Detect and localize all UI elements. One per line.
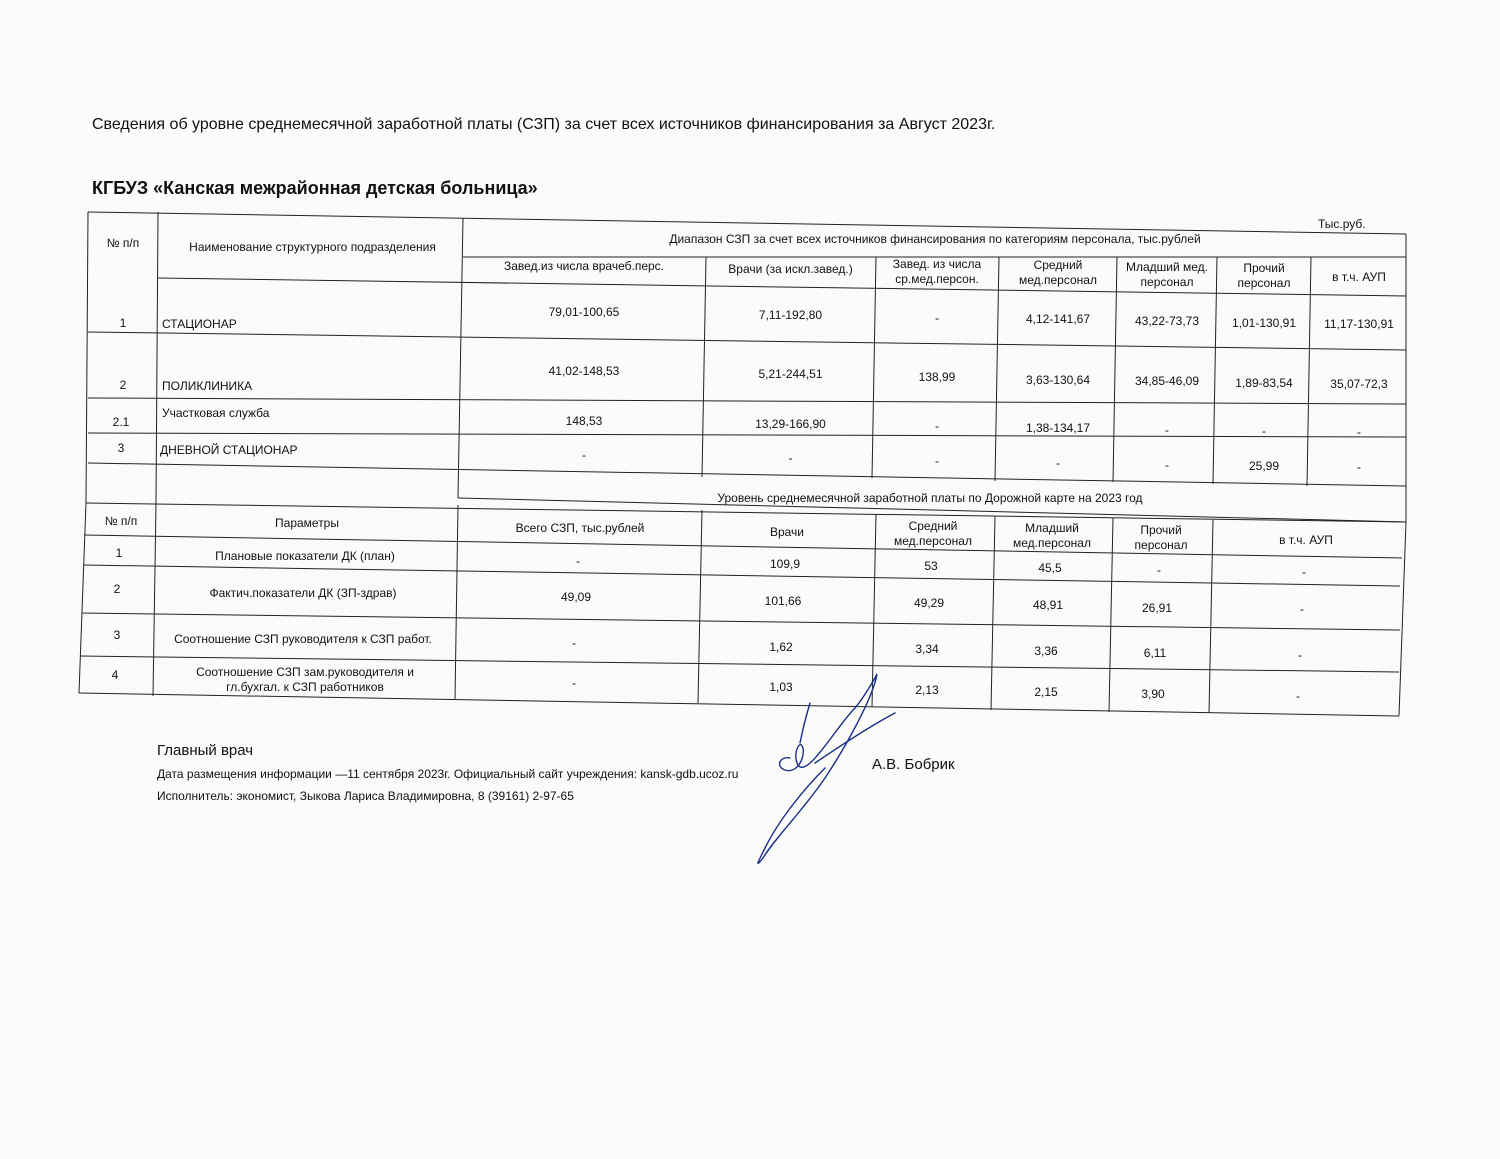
range-row-1-val-1: 79,01-100,65 (548, 305, 620, 319)
range-group-header: Диапазон СЗП за счет всех источников финансирования по категориям персонала, тыс.рублей (669, 232, 1201, 246)
range-row-1-val-3: - (935, 311, 939, 325)
range-col-header-7: в т.ч. АУП (1332, 270, 1386, 284)
range-row-4-val-7: - (1357, 460, 1361, 474)
document-title: Сведения об уровне среднемесячной заработной платы (СЗП) за счет всех источников финансирования за Август 2023г. (92, 116, 996, 133)
range-row-1-val-7: 11,17-130,91 (1324, 317, 1394, 331)
range-row-2-val-6: 1,89-83,54 (1235, 376, 1293, 390)
roadmap-row-2-val-3: 49,29 (913, 596, 945, 610)
roadmap-row-4-val-6: - (1296, 689, 1300, 703)
roadmap-row-1-num: 1 (115, 546, 123, 560)
roadmap-col-header-1: Всего СЗП, тыс.рублей (515, 521, 645, 535)
range-row-3-val-2: 13,29-166,90 (755, 417, 826, 431)
range-row-2-val-7: 35,07-72,3 (1330, 377, 1388, 391)
range-row-1-val-5: 43,22-73,73 (1134, 314, 1200, 328)
handwritten-signature (745, 668, 905, 873)
range-row-2-val-5: 34,85-46,09 (1134, 374, 1200, 388)
roadmap-row-2-val-6: - (1300, 602, 1304, 616)
range-row-1-name: СТАЦИОНАР (162, 317, 237, 331)
range-row-2-val-3: 138,99 (918, 370, 956, 384)
range-col-num-header: № п/п (106, 236, 140, 250)
roadmap-col-header-6: в т.ч. АУП (1279, 533, 1333, 547)
roadmap-row-3-val-2: 1,62 (769, 640, 793, 654)
range-row-4-val-4: - (1056, 456, 1060, 470)
roadmap-col-num-header: № п/п (104, 514, 138, 528)
roadmap-group-header: Уровень среднемесячной заработной платы по Дорожной карте на 2023 год (717, 491, 1143, 505)
roadmap-row-1-val-1: - (576, 554, 580, 568)
range-row-4-val-3: - (935, 454, 939, 468)
roadmap-row-1-val-3: 53 (924, 559, 938, 573)
roadmap-row-4-val-5: 3,90 (1141, 687, 1165, 701)
roadmap-row-4-num: 4 (111, 668, 119, 682)
range-row-3-name: Участковая служба (162, 406, 270, 420)
roadmap-row-2-val-2: 101,66 (764, 594, 802, 608)
roadmap-row-4-val-1: - (572, 676, 576, 690)
range-row-1-num: 1 (119, 316, 127, 330)
roadmap-row-4-val-2: 1,03 (769, 680, 793, 694)
range-col-header-4: Средний мед.персонал (1019, 258, 1097, 287)
range-row-1-val-6: 1,01-130,91 (1231, 316, 1297, 330)
range-row-3-val-6: - (1262, 424, 1266, 438)
range-col-header-5: Младший мед. персонал (1125, 260, 1209, 289)
range-row-2-name: ПОЛИКЛИНИКА (162, 379, 253, 393)
range-row-1-val-4: 4,12-141,67 (1025, 312, 1091, 326)
range-row-2-val-1: 41,02-148,53 (548, 364, 620, 378)
range-row-3-val-4: 1,38-134,17 (1025, 421, 1091, 435)
roadmap-row-2-val-4: 48,91 (1032, 598, 1064, 612)
roadmap-row-3-val-1: - (572, 636, 576, 650)
roadmap-row-2-val-1: 49,09 (560, 590, 592, 604)
range-row-2-num: 2 (119, 378, 127, 392)
executor-line: Исполнитель: экономист, Зыкова Лариса Владимировна, 8 (39161) 2-97-65 (157, 789, 574, 803)
range-col-header-6: Прочий персонал (1237, 261, 1291, 290)
publication-date-line: Дата размещения информации —11 сентября 2023г. Официальный сайт учреждения: kansk-gdb.ucoz.ru (157, 767, 739, 781)
roadmap-row-3-val-4: 3,36 (1034, 644, 1058, 658)
roadmap-row-2-val-5: 26,91 (1141, 601, 1173, 615)
currency-unit: Тыс.руб. (1318, 217, 1366, 231)
roadmap-row-1-val-2: 109,9 (769, 557, 801, 571)
chief-doctor-title: Главный врач (157, 742, 254, 759)
roadmap-row-4-val-4: 2,15 (1034, 685, 1058, 699)
range-row-2-val-2: 5,21-244,51 (758, 367, 823, 381)
range-row-4-num: 3 (117, 441, 125, 455)
roadmap-row-1-param: Плановые показатели ДК (план) (215, 549, 395, 563)
range-row-4-val-5: - (1165, 458, 1169, 472)
range-row-3-val-1: 148,53 (565, 414, 603, 428)
roadmap-row-4-param: Соотношение СЗП зам.руководителя и гл.бухгал. к СЗП работников (196, 665, 414, 694)
range-row-3-val-7: - (1357, 425, 1361, 439)
range-row-4-val-2: - (788, 451, 793, 465)
range-col-header-3: Завед. из числа ср.мед.персон. (892, 257, 982, 286)
range-row-4-val-6: 25,99 (1248, 459, 1280, 473)
range-row-1-val-2: 7,11-192,80 (758, 308, 823, 322)
roadmap-col-header-4: Младший мед.персонал (1013, 521, 1091, 550)
roadmap-col-header-2: Врачи (769, 525, 805, 539)
range-row-4-val-1: - (582, 448, 586, 462)
roadmap-row-3-val-5: 6,11 (1143, 646, 1167, 660)
roadmap-row-3-val-3: 3,34 (915, 642, 939, 656)
roadmap-col-header-5: Прочий персонал (1134, 523, 1188, 552)
roadmap-row-1-val-5: - (1157, 563, 1161, 577)
signer-name: А.В. Бобрик (872, 756, 955, 773)
roadmap-col-param-header: Параметры (275, 516, 339, 530)
range-row-3-num: 2.1 (112, 415, 130, 429)
roadmap-row-2-param: Фактич.показатели ДК (ЗП-здрав) (209, 586, 397, 600)
roadmap-row-3-val-6: - (1298, 648, 1302, 662)
roadmap-col-header-3: Средний мед.персонал (894, 519, 972, 548)
roadmap-row-4-val-3: 2,13 (915, 683, 939, 697)
roadmap-row-1-val-4: 45,5 (1038, 561, 1062, 575)
range-col-header-2: Врачи (за искл.завед.) (728, 262, 853, 276)
roadmap-row-2-num: 2 (113, 582, 121, 596)
roadmap-row-3-param: Соотношение СЗП руководителя к СЗП работ. (174, 632, 432, 646)
range-row-3-val-3: - (935, 419, 939, 433)
range-col-header-1: Завед.из числа врачеб.перс. (503, 259, 665, 273)
organization-name: КГБУЗ «Канская межрайонная детская больница» (92, 178, 538, 198)
range-row-4-name: ДНЕВНОЙ СТАЦИОНАР (160, 443, 298, 457)
range-row-2-val-4: 3,63-130,64 (1025, 373, 1091, 387)
roadmap-row-3-num: 3 (113, 628, 121, 642)
roadmap-row-1-val-6: - (1302, 565, 1306, 579)
range-row-3-val-5: - (1165, 423, 1169, 437)
range-col-name-header: Наименование структурного подразделения (189, 240, 436, 254)
